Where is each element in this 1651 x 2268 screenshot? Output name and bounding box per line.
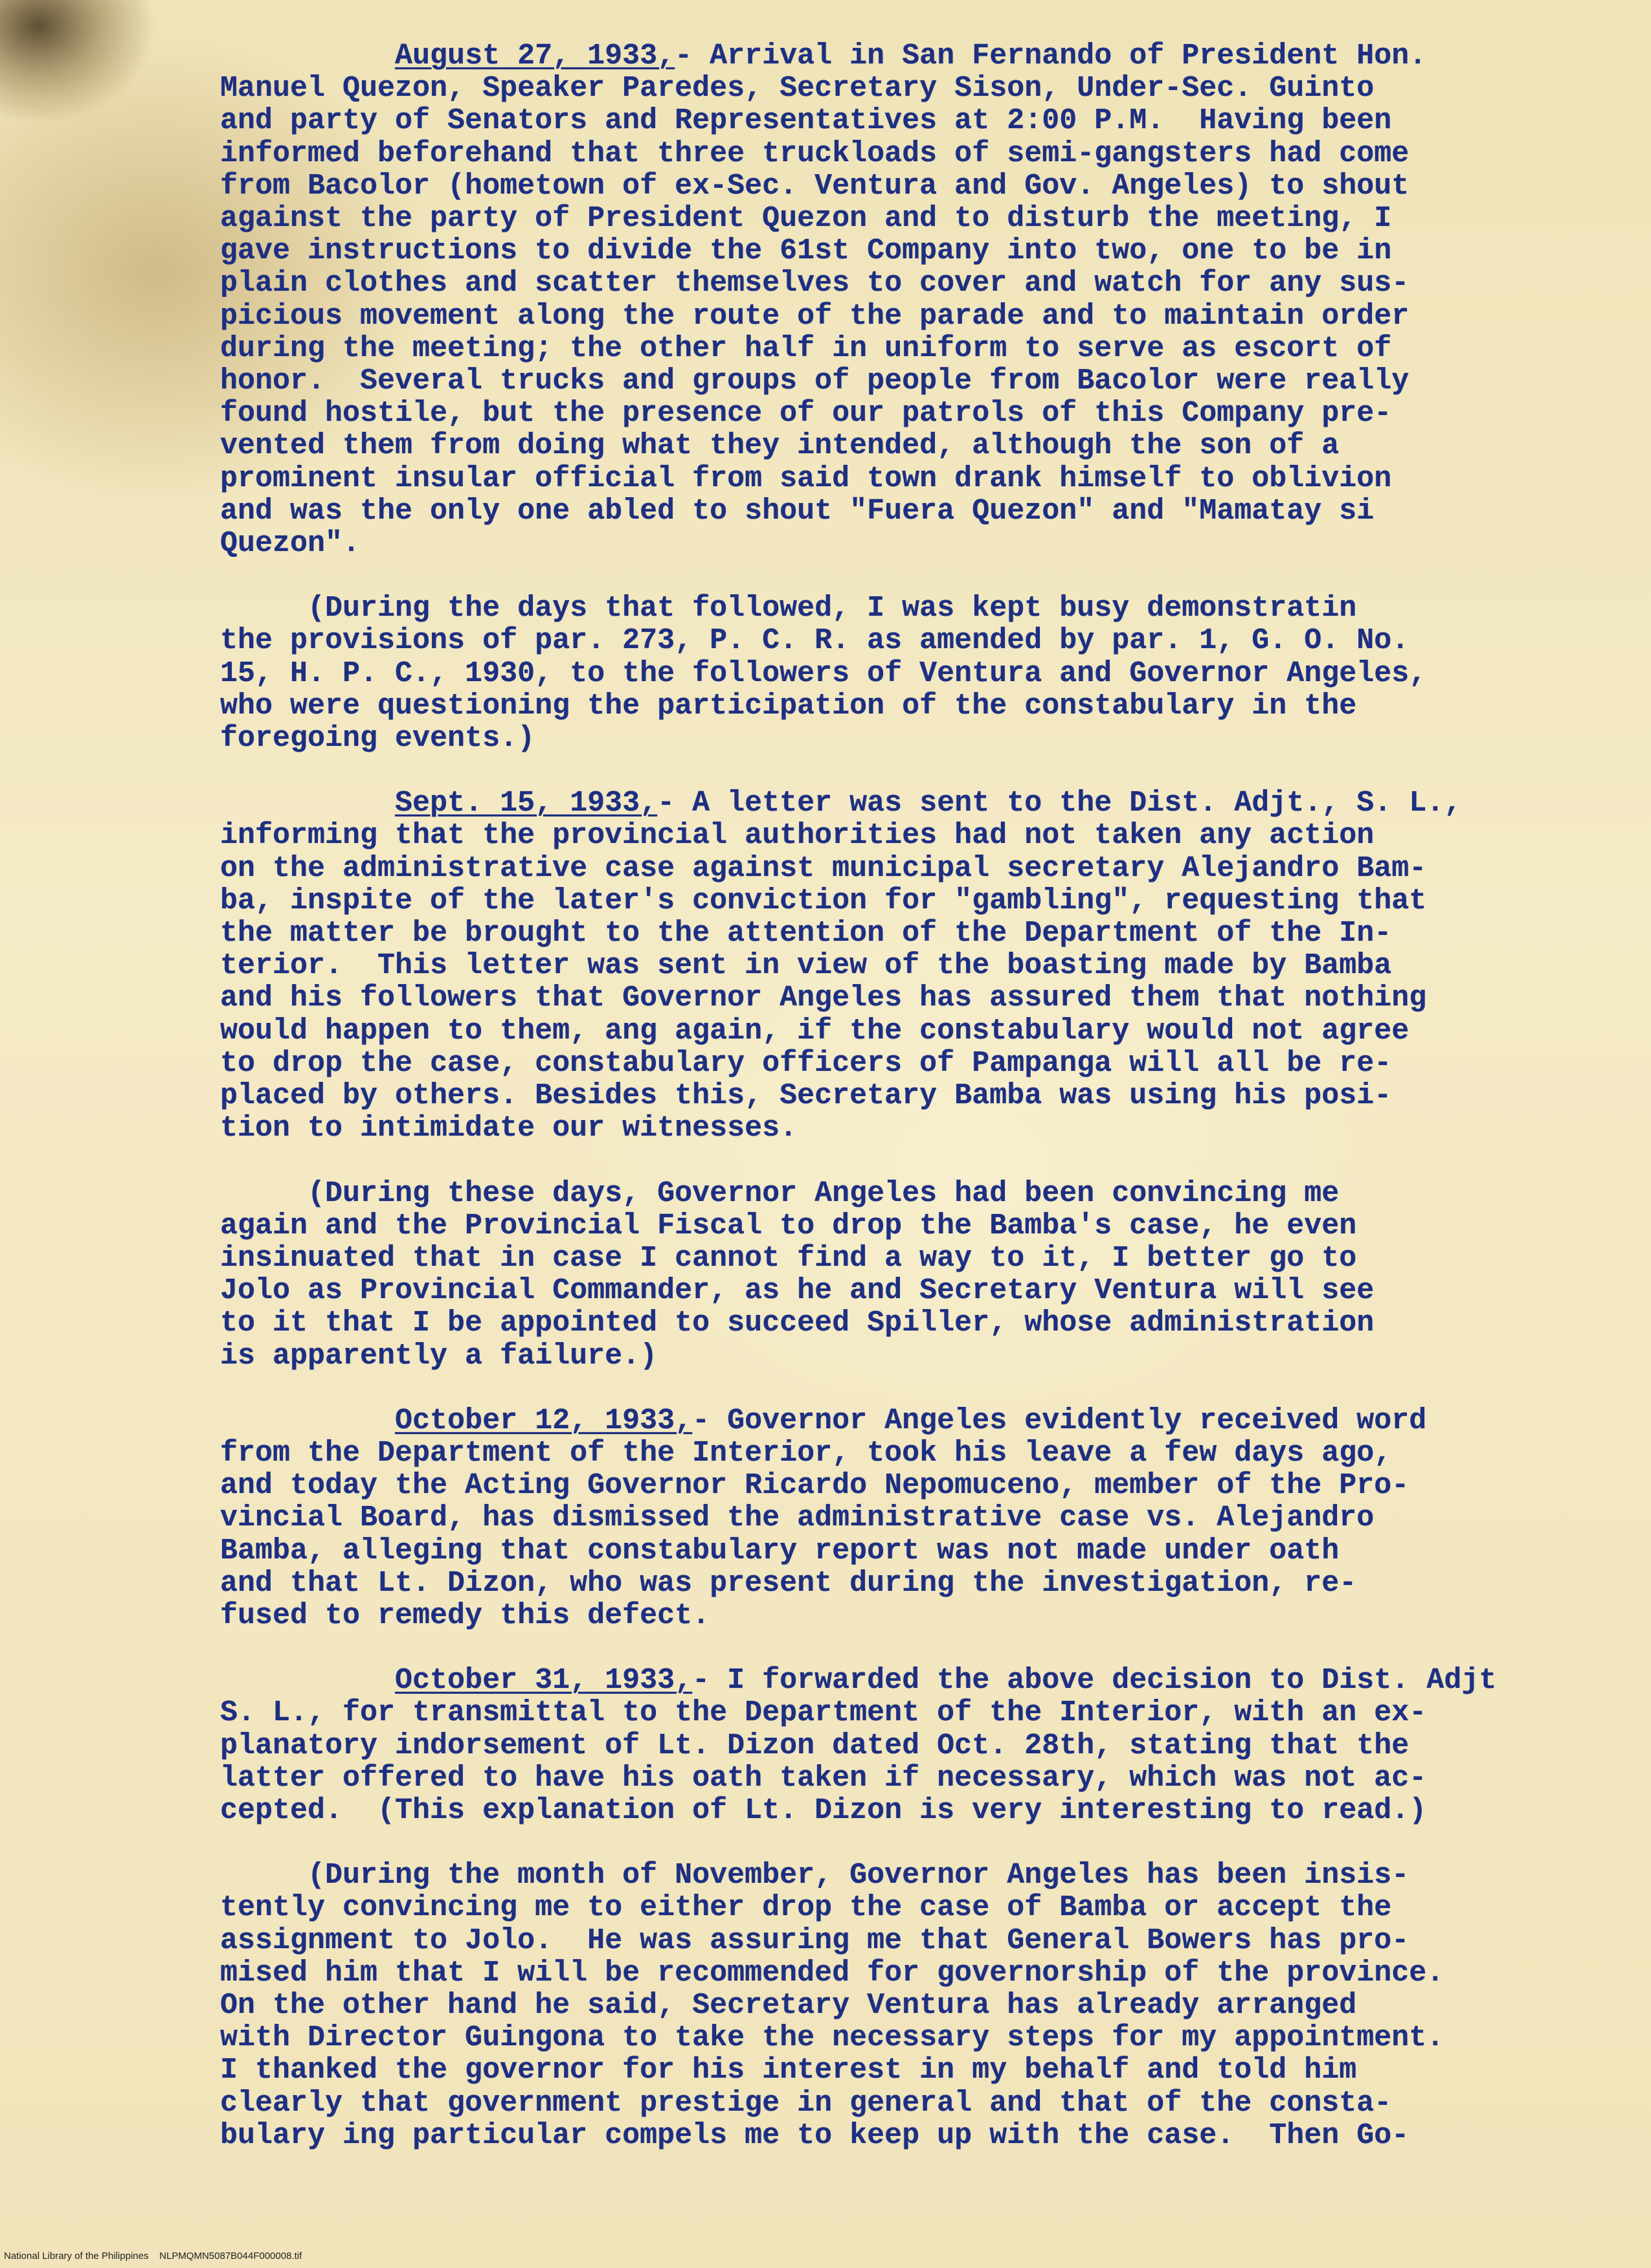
text-line: and party of Senators and Representatives at 2:00 P.M. Having been — [220, 104, 1392, 138]
text-line: vented them from doing what they intended, although the son of a — [220, 429, 1340, 463]
text-line: the matter be brought to the attention of the Department of the In- — [220, 917, 1392, 950]
entry-line: - I forwarded the above decision to Dist. Adjt — [692, 1664, 1497, 1698]
text-line: Manuel Quezon, Speaker Paredes, Secretary Sison, Under-Sec. Guinto — [220, 72, 1375, 106]
text-line: prominent insular official from said town drank himself to oblivion — [220, 462, 1392, 495]
text-line: against the party of President Quezon and to disturb the meeting, I — [220, 202, 1392, 236]
text-line: from Bacolor (hometown of ex-Sec. Ventura and Gov. Angeles) to shout — [220, 169, 1410, 203]
text-line: tion to intimidate our witnesses. — [220, 1112, 798, 1145]
entry-line: - A letter was sent to the Dist. Adjt., S. L., — [657, 787, 1462, 820]
text-line: on the administrative case against municipal secretary Alejandro Bam- — [220, 851, 1427, 885]
entry-line: - Arrival in San Fernando of President Hon. — [675, 39, 1427, 73]
entry-date: Sept. 15, 1933, — [395, 787, 658, 820]
text-line: planatory indorsement of Lt. Dizon dated Oct. 28th, stating that the — [220, 1729, 1410, 1762]
text-line: cepted. (This explanation of Lt. Dizon is very interesting to read.) — [220, 1793, 1427, 1827]
text-line: insinuated that in case I cannot find a way to it, I better go to — [220, 1241, 1357, 1275]
text-line: foregoing events.) — [220, 722, 535, 756]
text-line: to it that I be appointed to succeed Spiller, whose administration — [220, 1307, 1375, 1340]
text-line: and was the only one abled to shout "Fuera Quezon" and "Mamatay si — [220, 494, 1375, 528]
entry-oct12 — [220, 1405, 1599, 1632]
text-line: and today the Acting Governor Ricardo Nepomuceno, member of the Pro- — [220, 1469, 1410, 1503]
note-1 — [220, 592, 1599, 755]
text-line: assignment to Jolo. He was assuring me that General Bowers has pro- — [220, 1924, 1410, 1957]
text-line: S. L., for transmittal to the Department of the Interior, with an ex- — [220, 1696, 1427, 1730]
text-line: latter offered to have his oath taken if necessary, which was not ac- — [220, 1761, 1427, 1795]
text-line: 15, H. P. C., 1930, to the followers of Ventura and Governor Angeles, — [220, 657, 1427, 690]
note-2 — [220, 1178, 1599, 1373]
text-line: terior. This letter was sent in view of the boasting made by Bamba — [220, 949, 1392, 983]
entry-line: - Governor Angeles evidently received word — [692, 1404, 1427, 1437]
text-line: picious movement along the route of the parade and to maintain order — [220, 299, 1410, 333]
entry-date: August 27, 1933, — [395, 39, 675, 73]
text-line: clearly that government prestige in general and that of the consta- — [220, 2086, 1392, 2120]
text-line: placed by others. Besides this, Secretary Bamba was using his posi- — [220, 1079, 1392, 1113]
text-line: the provisions of par. 273, P. C. R. as amended by par. 1, G. O. No. — [220, 624, 1410, 658]
text-line: and his followers that Governor Angeles has assured them that nothing — [220, 982, 1427, 1015]
text-line: Bamba, alleging that constabulary report was not made under oath — [220, 1534, 1340, 1567]
archive-footer: National Library of the Philippines NLPMQMN5087B044F000008.tif — [4, 2251, 302, 2262]
entry-date: October 12, 1933, — [395, 1404, 693, 1437]
text-line: honor. Several trucks and groups of people from Bacolor were really — [220, 365, 1410, 398]
text-line: again and the Provincial Fiscal to drop the Bamba's case, he even — [220, 1209, 1357, 1242]
text-line: plain clothes and scatter themselves to cover and watch for any sus- — [220, 267, 1410, 300]
text-line: vincial Board, has dismissed the administrative case vs. Alejandro — [220, 1501, 1375, 1535]
text-line: and that Lt. Dizon, who was present during the investigation, re- — [220, 1566, 1357, 1600]
text-line: gave instructions to divide the 61st Company into two, one to be in — [220, 234, 1392, 268]
text-line: fused to remedy this defect. — [220, 1599, 710, 1632]
text-line: Quezon". — [220, 527, 361, 561]
text-line: (During the month of November, Governor Angeles has been insis- — [308, 1859, 1410, 1892]
text-line: during the meeting; the other half in uniform to serve as escort of — [220, 331, 1392, 365]
text-line: ba, inspite of the later's conviction for "gambling", requesting that — [220, 884, 1427, 917]
entry-oct31 — [220, 1665, 1599, 1827]
text-line: to drop the case, constabulary officers of Pampanga will all be re- — [220, 1046, 1392, 1080]
typewritten-text — [220, 40, 1599, 2152]
text-line: informed beforehand that three truckloads of semi-gangsters had come — [220, 137, 1410, 170]
text-line: On the other hand he said, Secretary Ventura has already arranged — [220, 1988, 1357, 2022]
text-line: from the Department of the Interior, took his leave a few days ago, — [220, 1436, 1392, 1470]
text-line: bulary ing particular compels me to keep up with the case. Then Go- — [220, 2118, 1410, 2152]
text-line: Jolo as Provincial Commander, as he and Secretary Ventura will see — [220, 1274, 1375, 1308]
text-line: mised him that I will be recommended for governorship of the province. — [220, 1956, 1444, 1990]
text-line: (During these days, Governor Angeles had been convincing me — [308, 1176, 1340, 1210]
text-line: I thanked the governor for his interest in my behalf and told him — [220, 2054, 1357, 2087]
text-line: informing that the provincial authorities had not taken any action — [220, 819, 1375, 853]
entry-sept15 — [220, 787, 1599, 1145]
entry-date: October 31, 1933, — [395, 1664, 693, 1698]
text-line: is apparently a failure.) — [220, 1339, 658, 1373]
text-line: (During the days that followed, I was kept busy demonstratin — [308, 592, 1357, 625]
text-line: tently convincing me to either drop the case of Bamba or accept the — [220, 1891, 1392, 1925]
note-3 — [220, 1859, 1599, 2152]
text-line: would happen to them, ang again, if the constabulary would not agree — [220, 1014, 1410, 1048]
text-line: with Director Guingona to take the necessary steps for my appointment. — [220, 2021, 1444, 2055]
text-line: who were questioning the participation of the constabulary in the — [220, 689, 1357, 723]
entry-aug27 — [220, 40, 1599, 560]
text-line: found hostile, but the presence of our patrols of this Company pre- — [220, 397, 1392, 431]
